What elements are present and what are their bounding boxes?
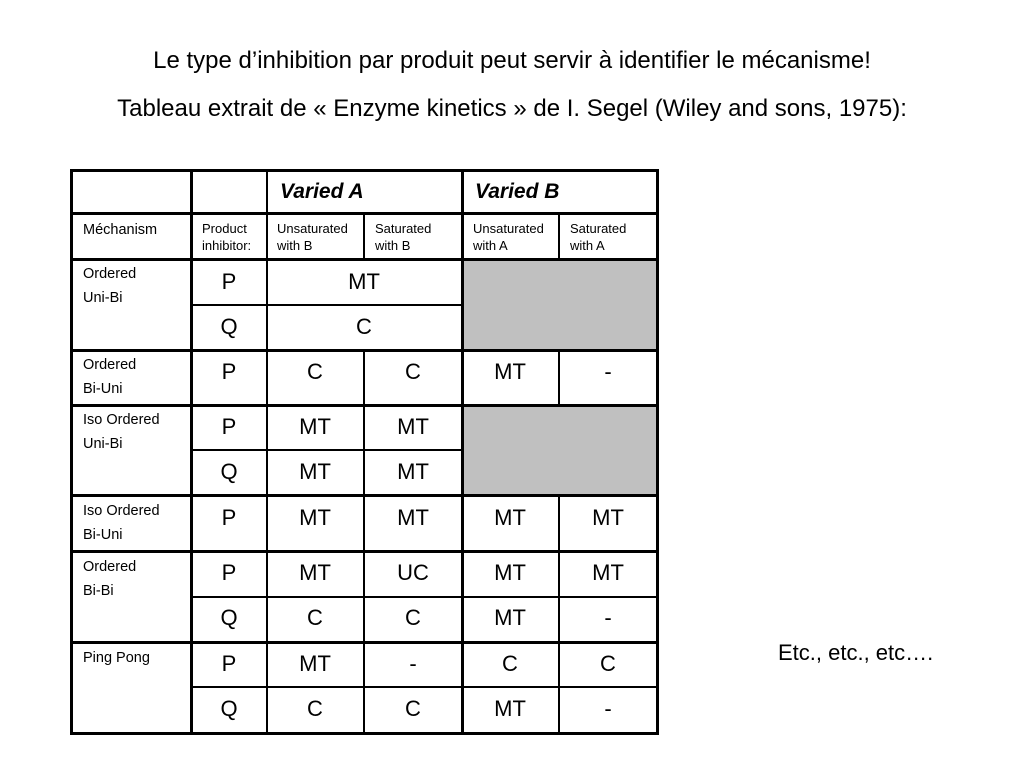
product-inhibitor-cell: Q [220, 605, 238, 630]
product-inhibitor-cell: P [221, 414, 237, 439]
mechanism-iso-ordered-uni-bi: Iso Ordered Uni-Bi [83, 412, 160, 452]
header-mechanism: Méchanism [83, 222, 158, 238]
mechanism-ordered-uni-bi: Ordered Uni-Bi [83, 266, 137, 306]
column-separator [190, 169, 193, 735]
product-inhibitor-cell: P [221, 269, 237, 294]
product-inhibitor-cell: Q [220, 459, 238, 484]
inhibition-pattern-cell: UC [397, 560, 429, 585]
inhibition-pattern-cell: MT [299, 459, 331, 484]
column-separator [363, 213, 365, 259]
shaded-na-cell [463, 407, 656, 494]
column-separator [558, 350, 560, 405]
subrow-separator [191, 449, 463, 451]
title-line-2: Tableau extrait de « Enzyme kinetics » de I. Segel (Wiley and sons, 1975): [117, 95, 907, 122]
inhibition-pattern-cell: MT [494, 605, 526, 630]
inhibition-pattern-cell: C [307, 605, 323, 630]
inhibition-pattern-cell: - [604, 359, 612, 384]
subrow-separator [191, 596, 658, 598]
table-border [70, 169, 73, 735]
inhibition-pattern-cell: C [356, 314, 372, 339]
subrow-separator [191, 304, 463, 306]
column-separator [266, 169, 268, 735]
mechanism-ping-pong: Ping Pong [83, 650, 150, 666]
inhibition-pattern-cell: C [307, 359, 323, 384]
column-separator [558, 213, 560, 259]
mechanism-ordered-bi-uni: Ordered Bi-Uni [83, 357, 137, 397]
table-border [656, 169, 659, 735]
inhibition-pattern-cell: MT [299, 560, 331, 585]
inhibition-pattern-cell: MT [299, 414, 331, 439]
inhibition-pattern-cell: MT [299, 651, 331, 676]
inhibition-pattern-cell: C [502, 651, 518, 676]
header-varied-b: Varied B [475, 180, 560, 203]
inhibition-pattern-cell: MT [299, 505, 331, 530]
mechanism-ordered-bi-bi: Ordered Bi-Bi [83, 559, 137, 599]
product-inhibitor-cell: P [221, 359, 237, 384]
inhibition-pattern-cell: MT [397, 414, 429, 439]
header-unsaturated-with-b: Unsaturated with B [277, 221, 348, 253]
inhibition-pattern-cell: - [604, 605, 612, 630]
inhibition-pattern-cell: MT [397, 459, 429, 484]
inhibition-pattern-cell: MT [397, 505, 429, 530]
inhibition-pattern-cell: C [405, 359, 421, 384]
inhibition-pattern-cell: - [604, 696, 612, 721]
product-inhibitor-cell: P [221, 560, 237, 585]
inhibition-pattern-cell: C [405, 605, 421, 630]
inhibition-pattern-cell: MT [592, 505, 624, 530]
column-separator [558, 495, 560, 735]
product-inhibitor-cell: Q [220, 314, 238, 339]
product-inhibitor-cell: Q [220, 696, 238, 721]
inhibition-pattern-cell: - [409, 651, 417, 676]
product-inhibitor-cell: P [221, 505, 237, 530]
inhibition-pattern-cell: C [307, 696, 323, 721]
inhibition-pattern-cell: MT [348, 269, 380, 294]
inhibition-pattern-cell: C [600, 651, 616, 676]
inhibition-pattern-cell: MT [494, 560, 526, 585]
inhibition-pattern-cell: MT [592, 560, 624, 585]
column-separator [363, 350, 365, 735]
column-separator [461, 169, 464, 735]
inhibition-pattern-cell: MT [494, 359, 526, 384]
etc-note: Etc., etc., etc…. [778, 640, 934, 665]
product-inhibitor-cell: P [221, 651, 237, 676]
inhibition-pattern-cell: MT [494, 505, 526, 530]
header-saturated-with-b: Saturated with B [375, 221, 432, 253]
title-line-1: Le type d’inhibition par produit peut servir à identifier le mécanisme! [153, 47, 871, 74]
header-saturated-with-a: Saturated with A [570, 221, 627, 253]
header-product-inhibitor: Product inhibitor: [202, 221, 252, 253]
table-border [70, 169, 659, 172]
mechanism-iso-ordered-bi-uni: Iso Ordered Bi-Uni [83, 503, 160, 543]
subrow-separator [191, 686, 658, 688]
header-varied-a: Varied A [280, 180, 364, 203]
inhibition-pattern-cell: MT [494, 696, 526, 721]
inhibition-pattern-cell: C [405, 696, 421, 721]
header-unsaturated-with-a: Unsaturated with A [473, 221, 544, 253]
shaded-na-cell [463, 261, 656, 349]
